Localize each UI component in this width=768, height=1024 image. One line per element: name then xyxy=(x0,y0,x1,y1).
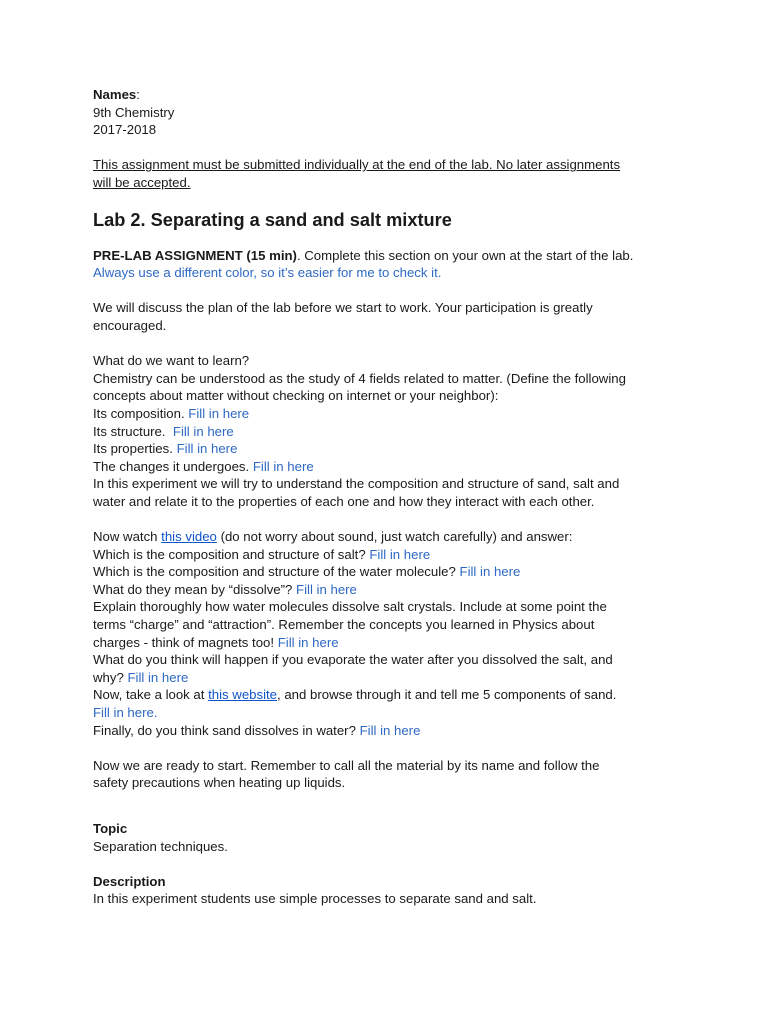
fill-in-composition[interactable]: Fill in here xyxy=(188,405,250,421)
topic-heading: Topic xyxy=(93,820,128,836)
ready-line-1: Now we are ready to start. Remember to call all the material by its name and follow the xyxy=(93,757,600,773)
learn-question: What do we want to learn? xyxy=(93,353,250,369)
fill-in-sand-components[interactable]: Fill in here. xyxy=(93,705,158,720)
explain-line-1: Explain thoroughly how water molecules dissolve salt crystals. Include at some point the xyxy=(93,599,607,615)
names-label: Names xyxy=(93,87,137,102)
notice-line-1: This assignment must be submitted individually at the end of the lab. No later assignments xyxy=(93,157,621,173)
structure-line: Its structure. Fill in here xyxy=(93,423,234,439)
color-note: Always use a different color, so it’s easier for me to check it. xyxy=(93,265,442,281)
explain-line-3: charges - think of magnets too! Fill in here xyxy=(93,634,339,650)
discussion-line-2: encouraged. xyxy=(93,317,167,333)
salt-question: Which is the composition and structure of salt? Fill in here xyxy=(93,546,431,562)
explain-line-2: terms “charge” and “attraction”. Remember the concepts you learned in Physics about xyxy=(93,617,595,633)
dissolve-question: What do they mean by “dissolve”? Fill in here xyxy=(93,581,357,597)
course-line: 9th Chemistry xyxy=(93,104,175,120)
prelab-label: PRE-LAB ASSIGNMENT (15 min) xyxy=(93,247,297,263)
fill-in-water[interactable]: Fill in here xyxy=(459,564,521,580)
video-line: Now watch this video (do not worry about sound, just watch carefully) and answer: xyxy=(93,529,573,545)
names-line: Names: xyxy=(93,87,140,102)
learn-intro-2: concepts about matter without checking on internet or your neighbor): xyxy=(93,388,499,404)
fill-in-dissolve[interactable]: Fill in here xyxy=(296,581,357,597)
evaporate-line-2: why? Fill in here xyxy=(93,669,189,685)
experiment-line-1: In this experiment we will try to understand the composition and structure of sand, salt and xyxy=(93,476,620,492)
video-link[interactable]: this video xyxy=(161,529,217,545)
fill-in-changes[interactable]: Fill in here xyxy=(252,458,314,474)
document-body xyxy=(93,86,693,908)
description-heading: Description xyxy=(93,873,166,889)
year-line: 2017-2018 xyxy=(93,122,157,138)
sand-components-line xyxy=(93,704,693,722)
fill-in-salt[interactable]: Fill in here xyxy=(369,546,431,562)
final-question: Finally, do you think sand dissolves in water? Fill in here xyxy=(93,722,421,738)
prelab-line xyxy=(93,247,693,265)
website-link[interactable]: this website xyxy=(208,687,278,703)
learn-intro-1: Chemistry can be understood as the study of 4 fields related to matter. (Define the following xyxy=(93,370,626,386)
fill-in-evaporate[interactable]: Fill in here xyxy=(127,669,189,685)
evaporate-line-1: What do you think will happen if you evaporate the water after you dissolved the salt, and xyxy=(93,652,613,668)
experiment-line-2: water and relate it to the properties of each one and how they interact with each other. xyxy=(93,493,595,509)
ready-line-2: safety precautions when heating up liquids. xyxy=(93,775,346,791)
properties-line: Its properties. Fill in here xyxy=(93,441,238,457)
fill-in-final[interactable]: Fill in here xyxy=(359,722,421,738)
discussion-line-1: We will discuss the plan of the lab before we start to work. Your participation is greatly xyxy=(93,300,593,316)
website-line: Now, take a look at this website, and browse through it and tell me 5 components of sand. xyxy=(93,687,617,703)
page-title: Lab 2. Separating a sand and salt mixture xyxy=(93,209,452,230)
fill-in-structure[interactable]: Fill in here xyxy=(172,423,234,439)
description-text: In this experiment students use simple processes to separate sand and salt. xyxy=(93,891,537,907)
fill-in-properties[interactable]: Fill in here xyxy=(176,441,238,457)
notice-line-2: will be accepted. xyxy=(93,174,191,190)
changes-line: The changes it undergoes. Fill in here xyxy=(93,458,314,474)
prelab-instruction: . Complete this section on your own at the start of the lab. xyxy=(296,247,634,263)
fill-in-explain[interactable]: Fill in here xyxy=(277,634,339,650)
topic-text: Separation techniques. xyxy=(93,838,228,854)
water-question: Which is the composition and structure of the water molecule? Fill in here xyxy=(93,564,521,580)
composition-line: Its composition. Fill in here xyxy=(93,405,250,421)
